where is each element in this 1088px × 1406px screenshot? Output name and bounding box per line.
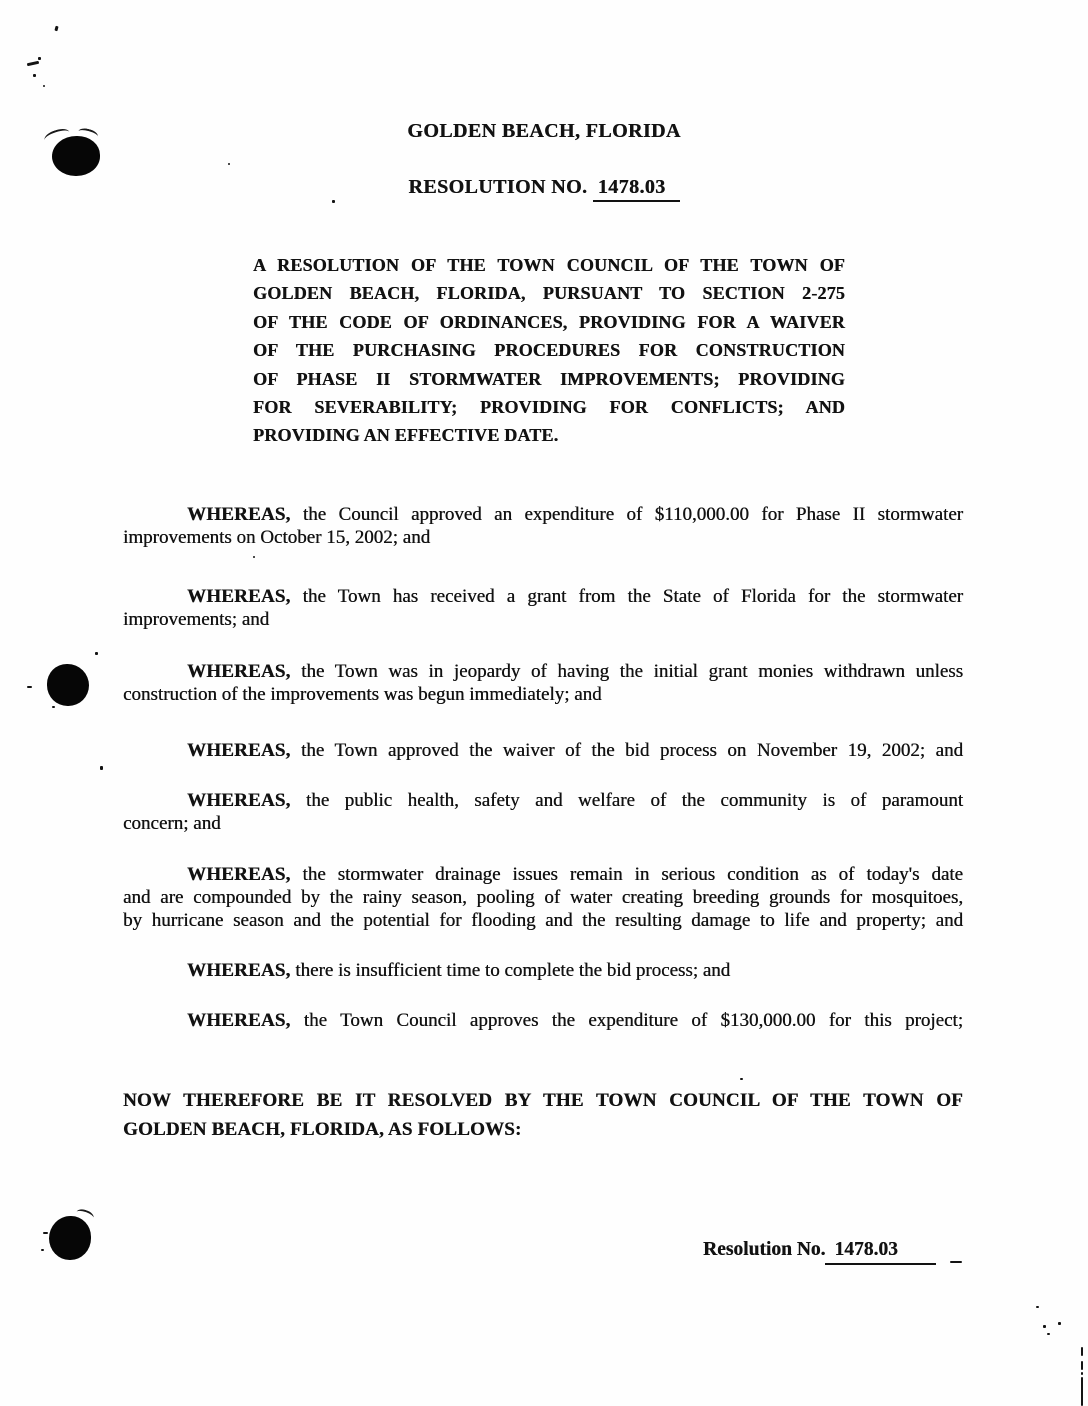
whereas-text: the stormwater drainage issues remain in serious condition as of today's date xyxy=(290,864,963,885)
whereas-text: the public health, safety and welfare of the community is of paramount xyxy=(290,790,963,811)
whereas-text: construction of the improvements was begun immediately; and xyxy=(123,684,602,705)
punch-hole-mark xyxy=(49,1216,91,1260)
scan-speck xyxy=(43,1232,48,1234)
whereas-text: improvements on October 15, 2002; and xyxy=(123,527,431,548)
whereas-clause xyxy=(123,959,963,982)
document-body xyxy=(123,503,963,1032)
scan-speck xyxy=(52,706,55,708)
whereas-clause xyxy=(123,789,963,835)
whereas-text: the Town Council approves the expenditure of $130,000.00 for this project; xyxy=(290,1010,963,1031)
whereas-lead: WHEREAS, xyxy=(187,864,291,885)
whereas-lead: WHEREAS, xyxy=(187,740,291,761)
whereas-lead: WHEREAS, xyxy=(187,661,291,682)
resolution-number-heading xyxy=(0,176,1088,199)
scan-speck xyxy=(1058,1322,1061,1325)
whereas-text: the Town approved the waiver of the bid process on November 19, 2002; and xyxy=(290,740,963,761)
whereas-lead: WHEREAS, xyxy=(187,960,291,981)
scan-speck xyxy=(54,26,58,32)
scan-speck xyxy=(740,1078,743,1080)
scan-speck xyxy=(332,200,335,203)
summary-line: A RESOLUTION OF THE TOWN COUNCIL OF THE TOWN OF xyxy=(253,255,845,275)
whereas-text: the Town has received a grant from the State of Florida for the stormwater xyxy=(290,586,963,607)
summary-line: PROVIDING AN EFFECTIVE DATE. xyxy=(253,425,559,446)
document-title: GOLDEN BEACH, FLORIDA xyxy=(407,120,681,142)
page-footer xyxy=(703,1239,936,1261)
whereas-text: the Council approved an expenditure of $110,000.00 for Phase II stormwater xyxy=(290,504,963,525)
whereas-lead: WHEREAS, xyxy=(187,504,291,525)
scan-speck xyxy=(27,686,32,688)
whereas-clause xyxy=(123,503,963,549)
scan-speck xyxy=(38,57,41,60)
summary-line: GOLDEN BEACH, FLORIDA, PURSUANT TO SECTION 2-275 xyxy=(253,283,845,304)
scan-speck xyxy=(100,766,103,770)
summary-line: OF THE PURCHASING PROCEDURES FOR CONSTRUCTION xyxy=(253,340,845,361)
scan-speck xyxy=(1081,1377,1083,1406)
resolved-line: GOLDEN BEACH, FLORIDA, AS FOLLOWS: xyxy=(123,1119,522,1140)
scan-speck xyxy=(33,74,36,77)
whereas-clause xyxy=(123,585,963,631)
whereas-text: concern; and xyxy=(123,813,221,834)
resolved-clause xyxy=(123,1086,963,1144)
whereas-lead: WHEREAS, xyxy=(187,1010,291,1031)
scan-speck xyxy=(1081,1347,1083,1356)
whereas-clause xyxy=(123,660,963,706)
scan-speck xyxy=(950,1261,962,1263)
punch-hole-mark xyxy=(47,664,89,706)
scan-speck xyxy=(1043,1325,1046,1328)
summary-line: FOR SEVERABILITY; PROVIDING FOR CONFLICTS; AND xyxy=(253,397,845,418)
scan-speck xyxy=(1081,1372,1083,1375)
resolved-line: NOW THEREFORE BE IT RESOLVED BY THE TOWN COUNCIL OF THE TOWN OF xyxy=(123,1090,963,1111)
summary-line: OF THE CODE OF ORDINANCES, PROVIDING FOR A WAIVER xyxy=(253,311,845,332)
scan-speck xyxy=(27,61,39,66)
whereas-lead: WHEREAS, xyxy=(187,790,291,811)
whereas-clause xyxy=(123,1009,963,1032)
whereas-clause xyxy=(123,863,963,932)
whereas-clause xyxy=(123,739,963,762)
whereas-text: by hurricane season and the potential for flooding and the resulting damage to life and property; and xyxy=(123,910,963,931)
scan-speck xyxy=(1036,1306,1039,1308)
scan-speck xyxy=(95,652,98,655)
whereas-text: the Town was in jeopardy of having the initial grant monies withdrawn unless xyxy=(290,661,963,682)
scan-speck xyxy=(228,163,230,165)
scan-speck xyxy=(1047,1333,1050,1335)
resolution-number-label: RESOLUTION NO. xyxy=(408,176,588,198)
summary-line: OF PHASE II STORMWATER IMPROVEMENTS; PROVIDING xyxy=(253,368,845,389)
whereas-text: and are compounded by the rainy season, pooling of water creating breeding grounds for mosquitoes, xyxy=(123,887,963,908)
resolution-number-value: 1478.03 xyxy=(593,176,680,202)
footer-resolution-label: Resolution No. xyxy=(703,1239,826,1260)
scan-speck xyxy=(41,1249,44,1251)
footer-resolution-number: 1478.03 xyxy=(825,1239,935,1265)
resolution-summary xyxy=(253,251,845,450)
scan-speck xyxy=(43,85,45,87)
scan-speck xyxy=(1081,1361,1083,1370)
whereas-text: improvements; and xyxy=(123,609,270,630)
whereas-text: there is insufficient time to complete the bid process; and xyxy=(290,960,731,981)
whereas-lead: WHEREAS, xyxy=(187,586,291,607)
